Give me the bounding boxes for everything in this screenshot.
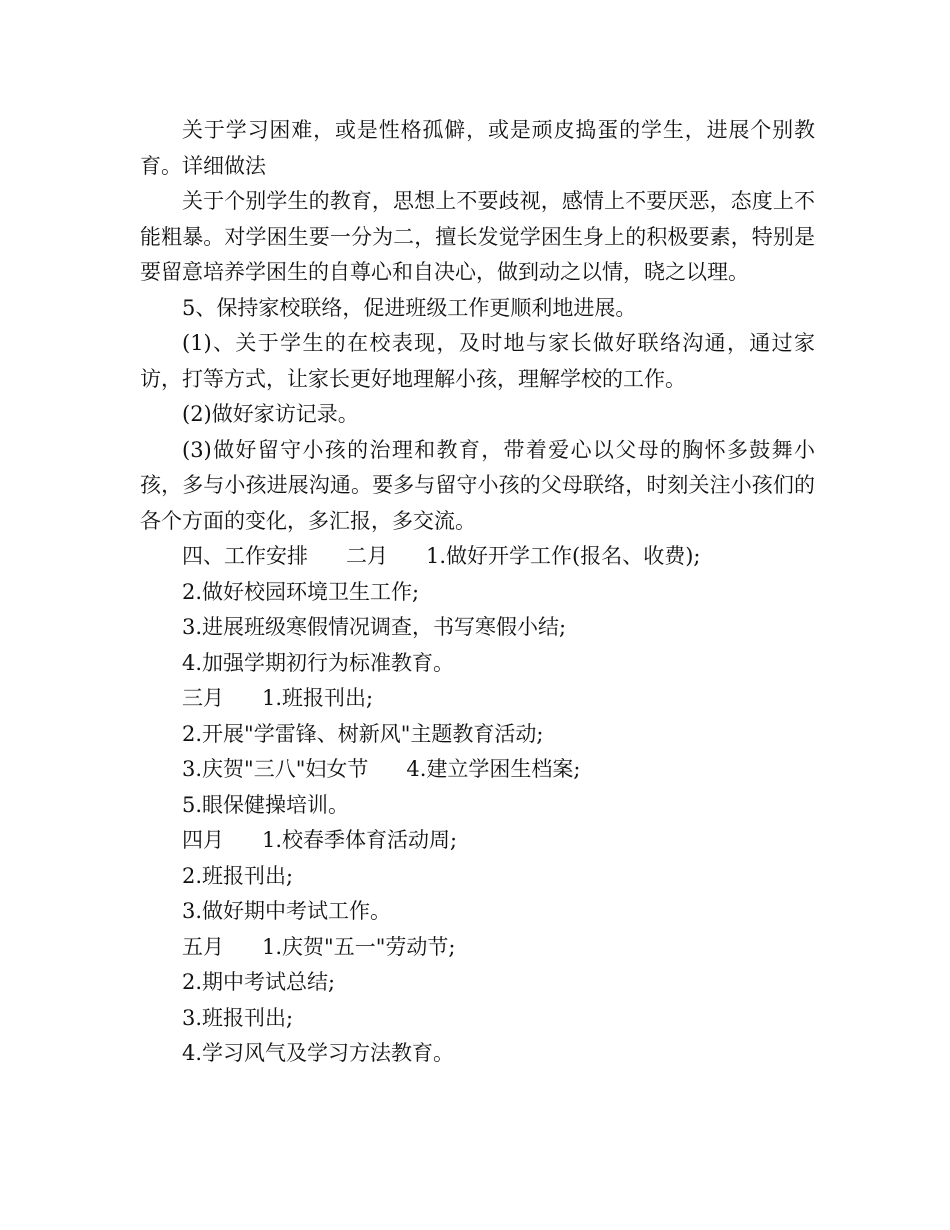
paragraph: [140, 610, 815, 646]
schedule-item: 1.做好开学工作(报名、收费);: [426, 544, 701, 568]
schedule-item: 4.加强学期初行为标准教育。: [182, 650, 455, 675]
paragraph: [140, 717, 815, 753]
paragraph: [140, 823, 815, 859]
schedule-item: 1.庆贺"五一"劳动节;: [262, 934, 456, 959]
schedule-item: 3.进展班级寒假情况调查，书写寒假小结;: [182, 615, 567, 639]
schedule-item: 3.做好期中考试工作。: [182, 899, 392, 923]
schedule-item: 2.期中考试总结;: [182, 970, 336, 994]
schedule-item: 3.庆贺"三八"妇女节: [182, 757, 369, 781]
month-label: 二月: [346, 544, 388, 568]
paragraph: [140, 1001, 815, 1037]
schedule-item: 1.班报刊出;: [262, 686, 374, 710]
paragraph: [140, 326, 815, 397]
month-label: 三月: [182, 686, 224, 710]
document-body: [140, 113, 815, 1072]
paragraph-text: (1)、关于学生的在校表现，及时地与家长做好联络沟通，通过家访，打等方式，让家长更好地理解小孩，理解学校的工作。: [140, 331, 815, 391]
paragraph: [140, 433, 815, 540]
paragraph: [140, 646, 815, 682]
paragraph-text: (3)做好留守小孩的治理和教育，带着爱心以父母的胸怀多鼓舞小孩，多与小孩进展沟通。要多与留守小孩的父母联络，时刻关注小孩们的各个方面的变化，多汇报，多交流。: [140, 437, 815, 533]
schedule-item: 4.建立学困生档案;: [406, 757, 581, 781]
schedule-item: 4.学习风气及学习方法教育。: [182, 1041, 455, 1065]
schedule-item: 2.开展"学雷锋、树新风"主题教育活动;: [182, 721, 544, 746]
paragraph: [140, 1036, 815, 1072]
paragraph: [140, 291, 815, 327]
section-heading: 四、工作安排: [182, 544, 308, 568]
month-label: 五月: [182, 934, 224, 959]
paragraph: [140, 113, 815, 184]
paragraph: [140, 752, 815, 788]
schedule-item: 5.眼保健操培训。: [182, 792, 350, 817]
paragraph: [140, 859, 815, 895]
paragraph-text: 关于学习困难，或是性格孤僻，或是顽皮捣蛋的学生，进展个别教育。详细做法: [140, 118, 815, 178]
month-label: 四月: [182, 828, 224, 852]
paragraph: [140, 788, 815, 824]
schedule-item: 2.做好校园环境卫生工作;: [182, 579, 420, 604]
paragraph: [140, 184, 815, 291]
schedule-item: 3.班报刊出;: [182, 1005, 294, 1030]
paragraph: [140, 894, 815, 930]
paragraph-text: 关于个别学生的教育，思想上不要歧视，感情上不要厌恶，态度上不能粗暴。对学困生要一分为二，擅长发觉学困生身上的积极要素，特别是要留意培养学困生的自尊心和自决心，做到动之以情，晓之以理。: [140, 189, 815, 284]
schedule-item: 2.班报刊出;: [182, 863, 294, 888]
paragraph: [140, 397, 815, 433]
paragraph: [140, 930, 815, 966]
paragraph-text: (2)做好家访记录。: [182, 402, 359, 426]
paragraph: [140, 575, 815, 611]
paragraph: [140, 681, 815, 717]
paragraph: [140, 965, 815, 1001]
paragraph: [140, 539, 815, 575]
paragraph-text: 5、保持家校联络，促进班级工作更顺利地进展。: [182, 295, 637, 320]
schedule-item: 1.校春季体育活动周;: [262, 828, 458, 852]
